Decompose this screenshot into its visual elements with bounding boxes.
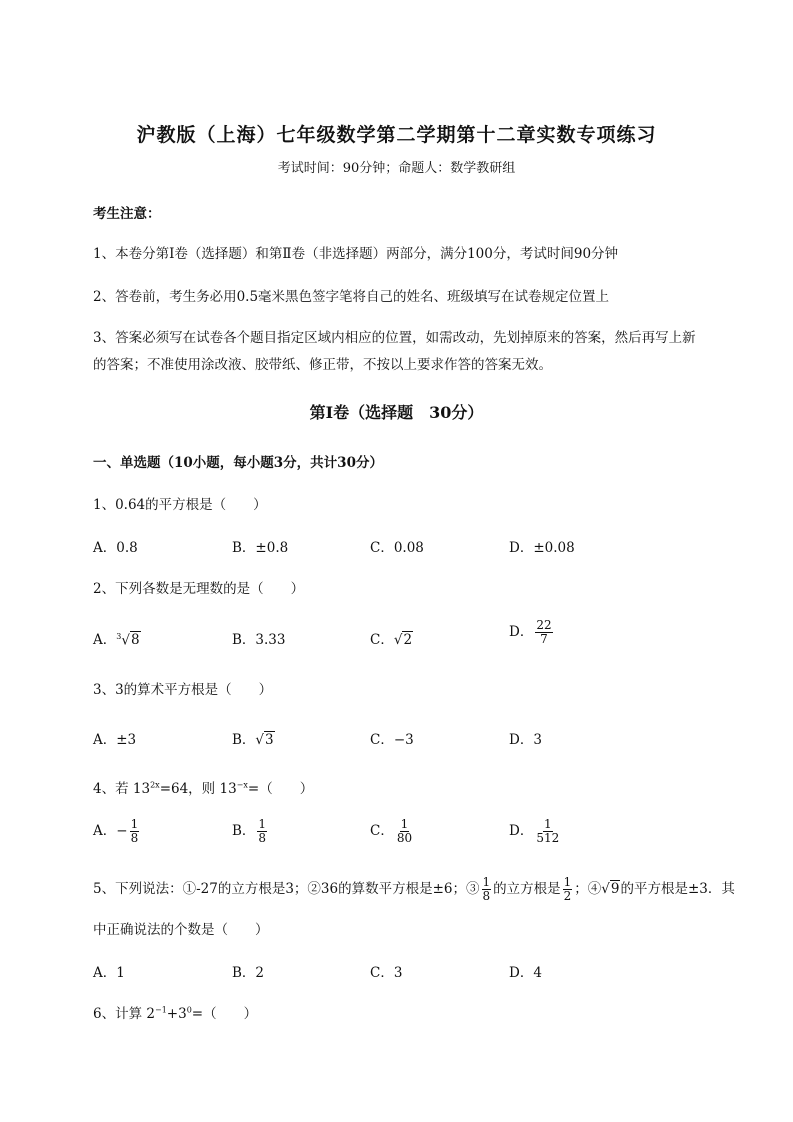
question-3-stem: 3、3的算术平方根是（ ） (93, 682, 273, 698)
numerator: 1 (130, 817, 139, 831)
q2-option-d (509, 619, 555, 646)
power-exponent: 0 (186, 1005, 192, 1015)
stem-text: 的立方根是 (493, 881, 561, 897)
question-2-stem: 2、下列各数是无理数的是（ ） (93, 581, 305, 597)
q2-option-b: B．3.33 (232, 632, 286, 648)
question-6-stem (93, 1002, 257, 1022)
denominator: 8 (130, 831, 139, 845)
q2-option-c (370, 628, 413, 648)
notice-item-2: 2、答卷前，考生务必用0.5毫米黑色签字笔将自己的姓名、班级填写在试卷规定位置上 (93, 289, 610, 305)
stem-text: =64，则 (159, 781, 216, 797)
q4-option-b (232, 818, 269, 845)
power-exponent: 2x (150, 780, 160, 790)
fraction (535, 818, 560, 845)
page-title: 沪教版（上海）七年级数学第二学期第十二章实数专项练习 (136, 124, 657, 146)
option-label: C． (370, 632, 394, 648)
option-label: A．− (93, 823, 128, 839)
square-root: √2 (393, 632, 413, 648)
fraction (396, 818, 413, 845)
q3-option-c: C．−3 (370, 732, 414, 748)
option-label: D． (509, 624, 534, 640)
numerator: 1 (400, 817, 409, 831)
q5-option-a: A．1 (93, 965, 125, 981)
fraction (130, 818, 140, 845)
numerator: 1 (543, 817, 552, 831)
q1-option-a: A．0.8 (93, 540, 138, 556)
question-4-stem (93, 777, 313, 797)
q3-option-a: A．±3 (93, 732, 137, 748)
fraction (535, 619, 552, 646)
stem-text: =（ ） (191, 1006, 258, 1022)
option-label: B． (232, 732, 256, 748)
q5-option-b: B．2 (232, 965, 265, 981)
denominator: 8 (482, 889, 491, 903)
q1-option-c: C．0.08 (370, 540, 424, 556)
fraction (257, 818, 267, 845)
stem-text: 6、计算 2 (93, 1006, 155, 1022)
denominator: 2 (563, 889, 572, 903)
numerator: 1 (563, 875, 572, 889)
square-root: √9 (601, 881, 620, 897)
root-index: 3 (116, 631, 122, 641)
power-base: 13 (132, 781, 151, 797)
question-5-stem-cont: 中正确说法的个数是（ ） (93, 922, 269, 938)
q1-option-d: D．±0.08 (509, 540, 575, 556)
exam-info: 考试时间：90分钟；命题人：数学教研组 (277, 161, 516, 176)
square-root: √3 (255, 732, 274, 748)
power-exponent: −x (236, 780, 248, 790)
notice-item-1: 1、本卷分第I卷（选择题）和第Ⅱ卷（非选择题）两部分，满分100分，考试时间90分钟 (93, 246, 619, 262)
stem-text: 的平方根是±3．其 (620, 881, 735, 897)
q3-option-d: D．3 (509, 732, 542, 748)
radicand: 3 (265, 732, 274, 748)
question-1-stem: 1、0.64的平方根是（ ） (93, 497, 267, 513)
numerator: 1 (258, 817, 267, 831)
section-title: 第I卷（选择题 30分） (309, 403, 484, 422)
q2-option-a (93, 628, 141, 648)
radicand: 9 (610, 881, 620, 897)
stem-text: 4、若 (93, 781, 129, 797)
q4-option-a (93, 818, 141, 845)
q3-option-b (232, 728, 275, 748)
cube-root: $^3$√8 (116, 631, 140, 648)
stem-text: =（ ） (247, 781, 314, 797)
stem-text: ；④ (574, 881, 602, 897)
power-base: 13 (219, 781, 237, 797)
radicand: 2 (403, 632, 413, 648)
notice-item-3-cont: 的答案；不准使用涂改液、胶带纸、修正带，不按以上要求作答的答案无效。 (93, 357, 552, 373)
option-label: C． (370, 823, 394, 839)
q4-option-d (509, 818, 562, 845)
fraction (563, 876, 573, 903)
q4-option-c (370, 818, 415, 845)
stem-text: 5、下列说法：①-27的立方根是3；②36的算数平方根是±6；③ (93, 881, 480, 897)
q1-option-b: B．±0.8 (232, 540, 289, 556)
option-label: A． (93, 632, 117, 648)
part-heading: 一、单选题（10小题，每小题3分，共计30分） (93, 455, 383, 471)
question-5-stem (93, 876, 735, 903)
denominator: 8 (258, 831, 267, 845)
notice-heading: 考生注意： (93, 206, 161, 222)
denominator: 512 (536, 831, 560, 845)
numerator: 1 (482, 875, 491, 889)
power-exponent: −1 (154, 1005, 167, 1015)
radicand: 8 (130, 632, 140, 648)
denominator: 7 (540, 632, 548, 646)
fraction (482, 876, 492, 903)
notice-item-3: 3、答案必须写在试卷各个题目指定区域内相应的位置，如需改动，先划掉原来的答案，然后再写上新 (93, 330, 696, 346)
option-label: B． (232, 823, 256, 839)
q5-option-c: C．3 (370, 965, 403, 981)
stem-text: +3 (166, 1006, 187, 1022)
option-label: D． (509, 823, 534, 839)
numerator: 22 (536, 618, 552, 632)
denominator: 80 (396, 831, 413, 845)
q5-option-d: D．4 (509, 965, 542, 981)
